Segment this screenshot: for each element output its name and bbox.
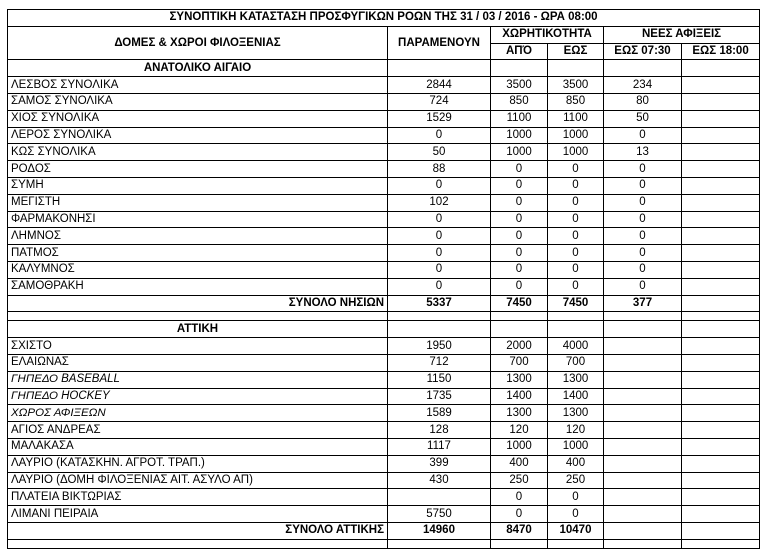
arrivals-1800-cell bbox=[682, 245, 760, 262]
header-structures: ΔΟΜΕΣ & ΧΩΡΟΙ ΦΙΛΟΞΕΝΙΑΣ bbox=[8, 26, 388, 60]
facility-name: ΛΙΜΑΝΙ ΠΕΙΡΑΙΑ bbox=[8, 506, 388, 523]
empty-cell bbox=[548, 321, 604, 338]
arrivals-1800-cell bbox=[682, 506, 760, 523]
table-row bbox=[8, 194, 760, 211]
arrivals-1800-cell bbox=[682, 338, 760, 355]
remaining-cell: 0 bbox=[388, 261, 491, 278]
capacity-from-cell: 0 bbox=[491, 177, 548, 194]
table-row bbox=[8, 455, 760, 472]
table-row bbox=[8, 93, 760, 110]
table-row bbox=[8, 371, 760, 388]
empty-cell bbox=[548, 539, 604, 548]
remaining-cell: 712 bbox=[388, 354, 491, 371]
capacity-to-cell: 1300 bbox=[548, 371, 604, 388]
capacity-to-cell: 0 bbox=[548, 261, 604, 278]
empty-cell bbox=[8, 312, 388, 321]
empty-cell bbox=[682, 321, 760, 338]
remaining-cell: 1150 bbox=[388, 371, 491, 388]
arrivals-1800-cell bbox=[682, 161, 760, 178]
arrivals-0730-cell bbox=[604, 455, 682, 472]
table-row bbox=[8, 161, 760, 178]
arrivals-0730-cell bbox=[604, 405, 682, 422]
capacity-from-cell: 1000 bbox=[491, 438, 548, 455]
capacity-from-cell: 1100 bbox=[491, 110, 548, 127]
arrivals-0730-cell: 0 bbox=[604, 211, 682, 228]
facility-name: ΜΕΓΙΣΤΗ bbox=[8, 194, 388, 211]
capacity-to-cell: 1100 bbox=[548, 110, 604, 127]
arrivals-1800-cell bbox=[682, 371, 760, 388]
arrivals-0730-cell: 0 bbox=[604, 261, 682, 278]
empty-cell bbox=[388, 321, 491, 338]
arrivals-1800-cell bbox=[682, 110, 760, 127]
arrivals-0730-cell bbox=[604, 371, 682, 388]
capacity-to-cell: 1000 bbox=[548, 144, 604, 161]
arrivals-0730-cell: 80 bbox=[604, 93, 682, 110]
facility-name: ΛΑΥΡΙΟ (ΚΑΤΑΣΚΗΝ. ΑΓΡΟΤ. ΤΡΑΠ.) bbox=[8, 455, 388, 472]
facility-name: ΚΑΛΥΜΝΟΣ bbox=[8, 261, 388, 278]
arrivals-1800-cell bbox=[682, 438, 760, 455]
empty-cell bbox=[682, 539, 760, 548]
arrivals-1800-cell bbox=[682, 455, 760, 472]
header-capacity-to: ΕΩΣ bbox=[548, 43, 604, 60]
empty-cell bbox=[491, 539, 548, 548]
arrivals-0730-cell: 234 bbox=[604, 77, 682, 94]
facility-name: ΑΓΙΟΣ ΑΝΔΡΕΑΣ bbox=[8, 422, 388, 439]
arrivals-0730-cell bbox=[604, 338, 682, 355]
facility-name: ΜΑΛΑΚΑΣΑ bbox=[8, 438, 388, 455]
remaining-cell: 1735 bbox=[388, 388, 491, 405]
table-row bbox=[8, 278, 760, 295]
capacity-to-cell: 250 bbox=[548, 472, 604, 489]
facility-name: ΧΩΡΟΣ ΑΦΙΞΕΩΝ bbox=[8, 405, 388, 422]
table-row bbox=[8, 77, 760, 94]
arrivals-0730-cell: 0 bbox=[604, 161, 682, 178]
remaining-cell: 0 bbox=[388, 245, 491, 262]
section-title: ΑΝΑΤΟΛΙΚΟ ΑΙΓΑΙΟ bbox=[8, 60, 388, 77]
arrivals-0730-cell: 0 bbox=[604, 127, 682, 144]
total-row bbox=[8, 522, 760, 539]
facility-name: ΧΙΟΣ ΣΥΝΟΛΙΚΑ bbox=[8, 110, 388, 127]
table-row bbox=[8, 211, 760, 228]
capacity-from-cell: 1000 bbox=[491, 144, 548, 161]
remaining-cell: 430 bbox=[388, 472, 491, 489]
capacity-to-cell: 1400 bbox=[548, 388, 604, 405]
total-remaining-cell: 14960 bbox=[388, 522, 491, 539]
header-remaining: ΠΑΡΑΜΕΝΟΥΝ bbox=[388, 26, 491, 60]
facility-name: ΕΛΑΙΩΝΑΣ bbox=[8, 354, 388, 371]
table-row bbox=[8, 177, 760, 194]
capacity-from-cell: 0 bbox=[491, 245, 548, 262]
table-row bbox=[8, 438, 760, 455]
capacity-to-cell: 0 bbox=[548, 211, 604, 228]
arrivals-1800-cell bbox=[682, 194, 760, 211]
empty-cell bbox=[491, 321, 548, 338]
header-new-arrivals: ΝΕΕΣ ΑΦΙΞΕΙΣ bbox=[604, 26, 760, 43]
facility-name: ΠΛΑΤΕΙΑ ΒΙΚΤΩΡΙΑΣ bbox=[8, 489, 388, 506]
remaining-cell: 0 bbox=[388, 278, 491, 295]
capacity-from-cell: 0 bbox=[491, 506, 548, 523]
remaining-cell: 88 bbox=[388, 161, 491, 178]
capacity-to-cell: 0 bbox=[548, 245, 604, 262]
capacity-to-cell: 0 bbox=[548, 278, 604, 295]
arrivals-0730-cell: 13 bbox=[604, 144, 682, 161]
capacity-to-cell: 0 bbox=[548, 228, 604, 245]
total-capacity-to-cell: 10470 bbox=[548, 522, 604, 539]
arrivals-0730-cell: 50 bbox=[604, 110, 682, 127]
table-row bbox=[8, 245, 760, 262]
table-row bbox=[8, 354, 760, 371]
section-row bbox=[8, 321, 760, 338]
empty-cell bbox=[388, 312, 491, 321]
table-title: ΣΥΝΟΠΤΙΚΗ ΚΑΤΑΣΤΑΣΗ ΠΡΟΣΦΥΓΙΚΩΝ ΡΟΩΝ ΤΗΣ 31 / 03 / 2016 - ΩΡΑ 08:00 bbox=[8, 10, 760, 27]
facility-name: ΣΥΜΗ bbox=[8, 177, 388, 194]
capacity-from-cell: 700 bbox=[491, 354, 548, 371]
remaining-cell: 102 bbox=[388, 194, 491, 211]
arrivals-0730-cell bbox=[604, 422, 682, 439]
total-capacity-to-cell: 7450 bbox=[548, 295, 604, 312]
capacity-to-cell: 0 bbox=[548, 177, 604, 194]
capacity-from-cell: 0 bbox=[491, 489, 548, 506]
remaining-cell: 0 bbox=[388, 177, 491, 194]
empty-cell bbox=[604, 321, 682, 338]
capacity-to-cell: 1300 bbox=[548, 405, 604, 422]
total-capacity-from-cell: 7450 bbox=[491, 295, 548, 312]
remaining-cell: 1117 bbox=[388, 438, 491, 455]
arrivals-0730-cell bbox=[604, 472, 682, 489]
capacity-to-cell: 3500 bbox=[548, 77, 604, 94]
facility-name: ΣΑΜΟΣ ΣΥΝΟΛΙΚΑ bbox=[8, 93, 388, 110]
table-row bbox=[8, 472, 760, 489]
facility-name: ΓΗΠΕΔΟ BASEBALL bbox=[8, 371, 388, 388]
remaining-cell: 724 bbox=[388, 93, 491, 110]
arrivals-0730-cell: 0 bbox=[604, 194, 682, 211]
capacity-to-cell: 0 bbox=[548, 489, 604, 506]
remaining-cell: 128 bbox=[388, 422, 491, 439]
spacer-row bbox=[8, 539, 760, 548]
total-arrivals-1800-cell bbox=[682, 522, 760, 539]
remaining-cell: 399 bbox=[388, 455, 491, 472]
capacity-to-cell: 0 bbox=[548, 506, 604, 523]
arrivals-1800-cell bbox=[682, 93, 760, 110]
capacity-to-cell: 0 bbox=[548, 194, 604, 211]
capacity-to-cell: 850 bbox=[548, 93, 604, 110]
capacity-to-cell: 1000 bbox=[548, 438, 604, 455]
total-remaining-cell: 5337 bbox=[388, 295, 491, 312]
table-row bbox=[8, 228, 760, 245]
empty-cell bbox=[491, 312, 548, 321]
header-arrivals-0730: ΕΩΣ 07:30 bbox=[604, 43, 682, 60]
empty-cell bbox=[388, 539, 491, 548]
remaining-cell: 2844 bbox=[388, 77, 491, 94]
capacity-from-cell: 3500 bbox=[491, 77, 548, 94]
facility-name: ΠΑΤΜΟΣ bbox=[8, 245, 388, 262]
arrivals-1800-cell bbox=[682, 228, 760, 245]
arrivals-1800-cell bbox=[682, 127, 760, 144]
arrivals-1800-cell bbox=[682, 472, 760, 489]
empty-cell bbox=[8, 539, 388, 548]
arrivals-0730-cell bbox=[604, 388, 682, 405]
table-row bbox=[8, 261, 760, 278]
capacity-to-cell: 700 bbox=[548, 354, 604, 371]
table-row bbox=[8, 422, 760, 439]
arrivals-1800-cell bbox=[682, 144, 760, 161]
facility-name: ΡΟΔΟΣ bbox=[8, 161, 388, 178]
arrivals-0730-cell bbox=[604, 354, 682, 371]
arrivals-1800-cell bbox=[682, 405, 760, 422]
total-capacity-from-cell: 8470 bbox=[491, 522, 548, 539]
facility-name: ΦΑΡΜΑΚΟΝΗΣΙ bbox=[8, 211, 388, 228]
remaining-cell: 0 bbox=[388, 228, 491, 245]
table-row bbox=[8, 127, 760, 144]
capacity-from-cell: 1300 bbox=[491, 405, 548, 422]
capacity-to-cell: 4000 bbox=[548, 338, 604, 355]
capacity-to-cell: 120 bbox=[548, 422, 604, 439]
header-arrivals-1800: ΕΩΣ 18:00 bbox=[682, 43, 760, 60]
title-row bbox=[8, 10, 760, 27]
table-row bbox=[8, 388, 760, 405]
capacity-from-cell: 2000 bbox=[491, 338, 548, 355]
table-row bbox=[8, 110, 760, 127]
empty-cell bbox=[604, 312, 682, 321]
section-row bbox=[8, 60, 760, 77]
capacity-from-cell: 400 bbox=[491, 455, 548, 472]
remaining-cell: 50 bbox=[388, 144, 491, 161]
remaining-cell: 0 bbox=[388, 211, 491, 228]
capacity-to-cell: 0 bbox=[548, 161, 604, 178]
capacity-from-cell: 0 bbox=[491, 278, 548, 295]
capacity-from-cell: 0 bbox=[491, 161, 548, 178]
arrivals-1800-cell bbox=[682, 354, 760, 371]
capacity-from-cell: 0 bbox=[491, 211, 548, 228]
empty-cell bbox=[491, 60, 548, 77]
arrivals-0730-cell bbox=[604, 489, 682, 506]
capacity-from-cell: 0 bbox=[491, 261, 548, 278]
header-capacity: ΧΩΡΗΤΙΚΟΤΗΤΑ bbox=[491, 26, 604, 43]
remaining-cell bbox=[388, 489, 491, 506]
facility-name: ΣΧΙΣΤΟ bbox=[8, 338, 388, 355]
empty-cell bbox=[548, 60, 604, 77]
empty-cell bbox=[388, 60, 491, 77]
remaining-cell: 5750 bbox=[388, 506, 491, 523]
capacity-from-cell: 250 bbox=[491, 472, 548, 489]
total-label: ΣΥΝΟΛΟ ΝΗΣΙΩΝ bbox=[8, 295, 388, 312]
capacity-from-cell: 850 bbox=[491, 93, 548, 110]
arrivals-1800-cell bbox=[682, 211, 760, 228]
arrivals-1800-cell bbox=[682, 77, 760, 94]
capacity-from-cell: 0 bbox=[491, 228, 548, 245]
capacity-from-cell: 120 bbox=[491, 422, 548, 439]
facility-name: ΣΑΜΟΘΡΑΚΗ bbox=[8, 278, 388, 295]
arrivals-1800-cell bbox=[682, 177, 760, 194]
arrivals-0730-cell: 0 bbox=[604, 228, 682, 245]
capacity-to-cell: 1000 bbox=[548, 127, 604, 144]
facility-name: ΚΩΣ ΣΥΝΟΛΙΚΑ bbox=[8, 144, 388, 161]
arrivals-0730-cell bbox=[604, 506, 682, 523]
refugee-flows-table bbox=[7, 9, 760, 549]
empty-cell bbox=[682, 312, 760, 321]
capacity-from-cell: 0 bbox=[491, 194, 548, 211]
empty-cell bbox=[604, 539, 682, 548]
facility-name: ΛΑΥΡΙΟ (ΔΟΜΗ ΦΙΛΟΞΕΝΙΑΣ ΑΙΤ. ΑΣΥΛΟ ΑΠ) bbox=[8, 472, 388, 489]
arrivals-1800-cell bbox=[682, 489, 760, 506]
empty-cell bbox=[548, 312, 604, 321]
arrivals-0730-cell: 0 bbox=[604, 278, 682, 295]
arrivals-1800-cell bbox=[682, 278, 760, 295]
remaining-cell: 1950 bbox=[388, 338, 491, 355]
total-arrivals-1800-cell bbox=[682, 295, 760, 312]
table-row bbox=[8, 338, 760, 355]
remaining-cell: 1529 bbox=[388, 110, 491, 127]
empty-cell bbox=[682, 60, 760, 77]
facility-name: ΓΗΠΕΔΟ HOCKEY bbox=[8, 388, 388, 405]
table-row bbox=[8, 144, 760, 161]
capacity-to-cell: 400 bbox=[548, 455, 604, 472]
remaining-cell: 0 bbox=[388, 127, 491, 144]
remaining-cell: 1589 bbox=[388, 405, 491, 422]
facility-name: ΛΕΣΒΟΣ ΣΥΝΟΛΙΚΑ bbox=[8, 77, 388, 94]
capacity-from-cell: 1000 bbox=[491, 127, 548, 144]
arrivals-1800-cell bbox=[682, 261, 760, 278]
empty-cell bbox=[604, 60, 682, 77]
facility-name: ΛΕΡΟΣ ΣΥΝΟΛΙΚΑ bbox=[8, 127, 388, 144]
header-capacity-from: ΑΠΌ bbox=[491, 43, 548, 60]
table-row bbox=[8, 405, 760, 422]
header-row-1 bbox=[8, 26, 760, 43]
total-row bbox=[8, 295, 760, 312]
arrivals-1800-cell bbox=[682, 388, 760, 405]
arrivals-0730-cell bbox=[604, 438, 682, 455]
spacer-row bbox=[8, 312, 760, 321]
arrivals-1800-cell bbox=[682, 422, 760, 439]
table-row bbox=[8, 506, 760, 523]
total-label: ΣΥΝΟΛΟ ΑΤΤΙΚΗΣ bbox=[8, 522, 388, 539]
table-row bbox=[8, 489, 760, 506]
total-arrivals-0730-cell bbox=[604, 522, 682, 539]
section-title: ΑΤΤΙΚΗ bbox=[8, 321, 388, 338]
capacity-from-cell: 1400 bbox=[491, 388, 548, 405]
arrivals-0730-cell: 0 bbox=[604, 245, 682, 262]
arrivals-0730-cell: 0 bbox=[604, 177, 682, 194]
facility-name: ΛΗΜΝΟΣ bbox=[8, 228, 388, 245]
capacity-from-cell: 1300 bbox=[491, 371, 548, 388]
total-arrivals-0730-cell: 377 bbox=[604, 295, 682, 312]
